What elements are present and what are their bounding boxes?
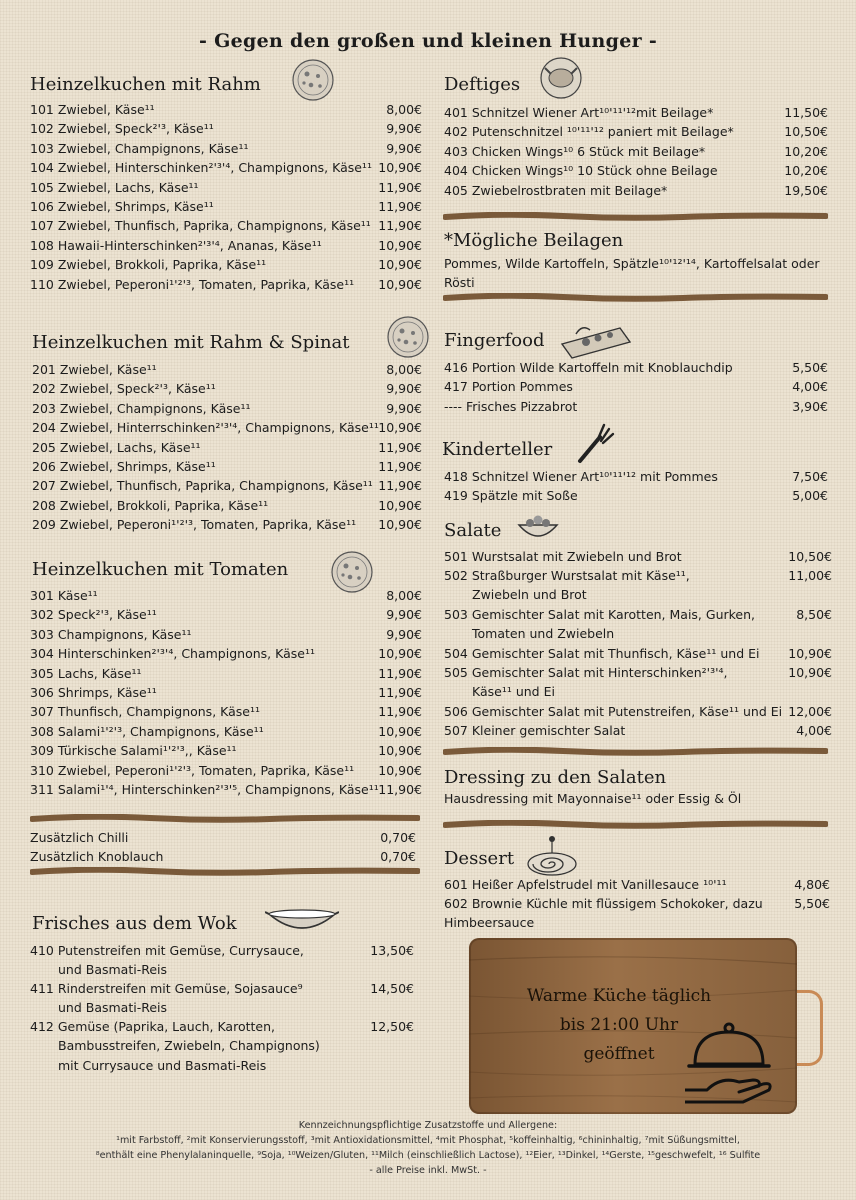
wok-pan-icon [265,906,339,944]
menu-item-price: 3,90€ [792,398,828,414]
menu-item-price: 4,00€ [796,723,832,738]
menu-item-line: 411 Rinderstreifen mit Gemüse, Sojasauce⁹ [30,981,303,996]
menu-item-price: 10,90€ [378,723,422,739]
menu-item-price: 10,90€ [378,237,422,253]
menu-item-text [444,702,782,721]
menu-item [30,275,422,294]
menu-item-text: Zusätzlich Knoblauch [30,849,164,865]
menu-item-text: 309 Türkische Salami¹'²'³,, Käse¹¹ [30,743,237,759]
menu-item [30,197,422,216]
menu-item-text: 405 Zwiebelrostbraten mit Beilage* [444,182,668,198]
menu-item-text: 302 Speck²'³, Käse¹¹ [30,607,157,623]
menu-item [30,178,422,197]
menu-item-text: 207 Zwiebel, Thunfisch, Paprika, Champignons, Käse¹¹ [32,478,373,494]
menu-item-text: 310 Zwiebel, Peperoni¹'²'³, Tomaten, Paprika, Käse¹¹ [30,762,355,778]
menu-item-text [444,605,755,644]
menu-item [30,586,422,605]
menu-item-price: 11,90€ [378,478,422,494]
menu-item-price: 10,90€ [378,762,422,778]
menu-item-text: 401 Schnitzel Wiener Art¹⁰'¹¹'¹²mit Beilage* [444,105,714,120]
menu-item-price: 11,90€ [378,179,422,195]
menu-item-price: 11,90€ [378,704,422,720]
menu-item-text: 205 Zwiebel, Lachs, Käse¹¹ [32,439,201,455]
menu-item-price: 9,90€ [386,121,422,137]
menu-item [444,161,828,180]
divider-brush [30,867,420,877]
menu-item-text: 102 Zwiebel, Speck²'³, Käse¹¹ [30,121,214,137]
menu-item-price: 5,50€ [794,896,830,911]
menu-item-text [444,875,727,894]
section-title-salate: Salate [444,520,502,541]
menu-item-text: 304 Hinterschinken²'³'⁴, Champignons, Käse¹¹ [30,646,315,662]
menu-item-text: 307 Thunfisch, Champignons, Käse¹¹ [30,704,261,720]
divider-brush [443,747,828,757]
menu-item-text: ---- Frisches Pizzabrot [444,398,578,414]
menu-item-text: 104 Zwiebel, Hinterschinken²'³'⁴, Champignons, Käse¹¹ [30,160,372,176]
opening-hours-board [469,938,797,1114]
menu-item-price: 11,90€ [378,459,422,474]
menu-item-price: 11,00€ [788,568,832,583]
menu-item-line: 504 Gemischter Salat mit Thunfisch, Käse¹¹ und Ei [444,646,760,661]
section-title-wok: Frisches aus dem Wok [32,913,237,934]
menu-item-line: mit Currysauce und Basmati-Reis [58,1057,267,1073]
menu-item-price: 10,90€ [378,517,422,533]
section-title-fingerfood: Fingerfood [444,330,545,351]
footer-heading: Kennzeichnungspflichtige Zusatzstoffe und Allergene: [298,1120,558,1131]
menu-item [30,828,416,847]
pizza-icon [386,315,430,363]
menu-item [32,476,422,495]
menu-item-text: 311 Salami¹'⁴, Hinterschinken²'³'⁵, Champignons, Käse¹¹ [30,782,379,797]
menu-item [30,741,422,760]
menu-item-price: 5,00€ [792,488,828,504]
menu-item-line: 412 Gemüse (Paprika, Lauch, Karotten, [30,1019,275,1034]
menu-item [444,122,828,141]
menu-item-text: 204 Zwiebel, Hinterrschinken²'³'⁴, Champignons, Käse¹¹ [32,420,379,436]
menu-item [30,255,422,274]
menu-item-text: 209 Zwiebel, Peperoni¹'²'³, Tomaten, Paprika, Käse¹¹ [32,517,357,533]
menu-item-price: 9,90€ [386,381,422,397]
pizza-icon [291,58,335,106]
menu-item [444,377,828,396]
menu-item-price: 4,80€ [794,877,830,892]
menu-item-price: 10,50€ [784,124,828,140]
menu-item-text: 202 Zwiebel, Speck²'³, Käse¹¹ [32,381,216,397]
menu-item-text [444,894,763,933]
menu-item-price: 8,00€ [386,362,422,377]
menu-item-text: 103 Zwiebel, Champignons, Käse¹¹ [30,140,249,156]
salad-bowl-icon [516,513,560,547]
menu-item-price: 8,00€ [386,102,422,117]
menu-item-price: 8,50€ [796,607,832,622]
menu-item [30,780,422,799]
menu-item-line: 602 Brownie Küchle mit flüssigem Schokoker, dazu [444,896,763,911]
footer-allergens-1: ¹mit Farbstoff, ²mit Konservierungsstoff, ³mit Antioxidationsmittel, ⁴mit Phosphat, ⁵koffeinhaltig, ⁶chininhaltig, ⁷mit Süßungsmittel, [116,1135,740,1146]
menu-item [32,457,422,476]
menu-item [32,379,422,398]
menu-item [32,496,422,515]
menu-item-price: 10,50€ [788,549,832,564]
beilagen-text: Pommes, Wilde Kartoffeln, Spätzle¹⁰'¹²'¹⁴, Kartoffelsalat oder Rösti [444,256,820,291]
menu-item-price: 7,50€ [792,469,828,484]
menu-item-price: 11,90€ [378,218,422,234]
menu-item-text [444,721,625,740]
section-title-deftiges: Deftiges [444,74,521,95]
menu-item [32,515,422,534]
section-title-dressing: Dressing zu den Salaten [444,767,667,788]
menu-item [30,702,422,721]
menu-item-price: 13,50€ [370,943,414,958]
footer-vat-note: - alle Preise inkl. MwSt. - [369,1165,487,1176]
menu-item-text: 308 Salami¹'²'³, Champignons, Käse¹¹ [30,723,264,739]
menu-item-price: 11,90€ [378,782,422,797]
menu-item [30,664,422,683]
divider-brush [443,212,828,222]
menu-item-price: 10,20€ [784,163,828,179]
menu-item-text: 203 Zwiebel, Champignons, Käse¹¹ [32,400,251,416]
menu-item-line: 507 Kleiner gemischter Salat [444,723,626,738]
menu-item-price: 10,90€ [378,160,422,176]
menu-item [444,486,828,505]
section-title-spinat: Heinzelkuchen mit Rahm & Spinat [32,332,350,353]
section-title-tomaten: Heinzelkuchen mit Tomaten [32,559,289,580]
menu-item [30,644,422,663]
menu-item-price: 10,90€ [788,646,832,661]
menu-item-price: 10,90€ [378,743,422,759]
menu-item-price: 11,90€ [378,199,422,214]
menu-item [444,397,828,416]
menu-item-line: 601 Heißer Apfelstrudel mit Vanillesauce ¹⁰'¹¹ [444,877,727,892]
menu-item-price: 10,90€ [378,276,422,292]
menu-item-line: und Basmati-Reis [58,1000,168,1016]
menu-item [32,418,422,437]
menu-item-text: 419 Spätzle mit Soße [444,488,578,504]
menu-item [30,722,422,741]
menu-item [444,358,828,377]
menu-item-text [30,941,304,980]
menu-item-line: 502 Straßburger Wurstsalat mit Käse¹¹, [444,568,690,583]
menu-item-text: 418 Schnitzel Wiener Art¹⁰'¹¹'¹² mit Pommes [444,469,718,484]
menu-item-price: 12,00€ [788,704,832,719]
menu-item [30,100,422,119]
menu-item-price: 9,90€ [386,626,422,642]
section-title-kinder: Kinderteller [442,439,553,460]
menu-item-line: 503 Gemischter Salat mit Karotten, Mais, Gurken, [444,607,756,622]
menu-item [30,683,422,702]
menu-item-price: 9,90€ [386,400,422,416]
menu-item-line: Zwiebeln und Brot [472,587,587,603]
menu-item-line: Käse¹¹ und Ei [472,684,555,700]
menu-item-price: 12,50€ [370,1019,414,1034]
menu-item-line: Tomaten und Zwiebeln [472,626,615,642]
divider-brush [443,820,828,830]
menu-item [30,139,422,158]
menu-item [30,847,416,866]
menu-item-text: 109 Zwiebel, Brokkoli, Paprika, Käse¹¹ [30,257,267,273]
menu-item [30,605,422,624]
menu-title: - Gegen den großen und kleinen Hunger - [198,30,658,52]
section-title-beilagen: *Mögliche Beilagen [444,230,624,251]
menu-item-price: 10,90€ [378,420,422,436]
menu-item-text [444,547,682,566]
menu-item-line: Himbeersauce [444,915,535,931]
menu-item [30,625,422,644]
menu-item-price: 0,70€ [380,849,416,865]
menu-item-text: Zusätzlich Chilli [30,830,129,845]
menu-item-price: 9,90€ [386,140,422,156]
menu-item-text: 305 Lachs, Käse¹¹ [30,665,142,681]
menu-item-price: 11,50€ [784,105,828,120]
menu-item-text: 206 Zwiebel, Shrimps, Käse¹¹ [32,459,216,474]
menu-item [30,236,422,255]
menu-item-text: 303 Champignons, Käse¹¹ [30,626,192,642]
menu-item [32,360,422,379]
menu-item-text [444,644,760,663]
menu-item-text: 403 Chicken Wings¹⁰ 6 Stück mit Beilage* [444,143,706,159]
menu-item-price: 8,00€ [386,588,422,603]
allergen-footer [60,1118,796,1178]
menu-item [444,142,828,161]
menu-item [32,399,422,418]
menu-item-text: 110 Zwiebel, Peperoni¹'²'³, Tomaten, Paprika, Käse¹¹ [30,276,355,292]
menu-item-text: 416 Portion Wilde Kartoffeln mit Knoblauchdip [444,360,733,375]
menu-item-text: 404 Chicken Wings¹⁰ 10 Stück ohne Beilage [444,163,718,179]
menu-item-text: 301 Käse¹¹ [30,588,98,603]
menu-item-line: und Basmati-Reis [58,962,168,978]
divider-brush [30,814,420,824]
opening-hours-line1: Warme Küche täglich [526,986,712,1006]
menu-item-text: 107 Zwiebel, Thunfisch, Paprika, Champignons, Käse¹¹ [30,218,371,234]
menu-item-price: 19,50€ [784,182,828,198]
menu-item-text: 201 Zwiebel, Käse¹¹ [32,362,157,377]
menu-item-text [444,566,690,605]
menu-item [32,438,422,457]
menu-item-text [444,663,728,702]
menu-item-price: 10,90€ [378,646,422,662]
menu-item [30,158,422,177]
menu-item-price: 10,20€ [784,143,828,159]
menu-item [444,467,828,486]
menu-item-line: 505 Gemischter Salat mit Hinterschinken²'³'⁴, [444,665,728,680]
menu-item-text: 105 Zwiebel, Lachs, Käse¹¹ [30,179,199,195]
menu-item-text: 101 Zwiebel, Käse¹¹ [30,102,155,117]
menu-item-line: 506 Gemischter Salat mit Putenstreifen, Käse¹¹ und Ei [444,704,783,719]
menu-item-text: 306 Shrimps, Käse¹¹ [30,685,157,700]
section-title-dessert: Dessert [444,848,515,869]
menu-item-price: 9,90€ [386,607,422,623]
menu-item-price: 10,90€ [378,257,422,273]
fork-icon [574,421,616,469]
menu-item-text: 417 Portion Pommes [444,379,573,395]
menu-item [30,119,422,138]
section-title-rahm: Heinzelkuchen mit Rahm [30,74,261,95]
dressing-text: Hausdressing mit Mayonnaise¹¹ oder Essig & Öl [444,791,742,806]
menu-item-price: 14,50€ [370,981,414,996]
menu-item [444,103,828,122]
menu-item-price: 11,90€ [378,665,422,681]
menu-item-text: 108 Hawaii-Hinterschinken²'³'⁴, Ananas, Käse¹¹ [30,237,322,253]
menu-item-price: 5,50€ [792,360,828,375]
footer-allergens-2: ⁸enthält eine Phenylalaninquelle, ⁹Soja, ¹⁰Weizen/Gluten, ¹¹Milch (einschließlich Lactose), ¹²Eier, ¹³Dinkel, ¹⁴Gerste, ¹⁵geschwefelt, ¹⁶ Sulfite [95,1150,761,1161]
menu-item-text [30,1017,320,1075]
roast-chicken-icon [537,56,585,104]
menu-item [444,181,828,200]
menu-item-price: 11,90€ [378,439,422,455]
opening-hours-line3: geöffnet [583,1044,655,1064]
menu-item-line: 410 Putenstreifen mit Gemüse, Currysauce, [30,943,304,958]
menu-item-text: 106 Zwiebel, Shrimps, Käse¹¹ [30,199,214,214]
opening-hours-line2: bis 21:00 Uhr [559,1015,679,1035]
menu-item-price: 0,70€ [380,830,416,845]
serving-cloche-icon [681,1020,777,1108]
menu-item-price: 4,00€ [792,379,828,395]
menu-item-line: Bambusstreifen, Zwiebeln, Champignons) [58,1038,320,1054]
menu-item-price: 10,90€ [788,665,832,680]
divider-brush [443,293,828,303]
menu-item-line: 501 Wurstsalat mit Zwiebeln und Brot [444,549,682,564]
menu-item-text: 402 Putenschnitzel ¹⁰'¹¹'¹² paniert mit Beilage* [444,124,734,140]
menu-item [30,216,422,235]
menu-item-price: 11,90€ [378,685,422,700]
menu-item [30,761,422,780]
menu-item-price: 10,90€ [378,497,422,513]
menu-item-text: 208 Zwiebel, Brokkoli, Paprika, Käse¹¹ [32,497,269,513]
menu-item-text [30,979,303,1018]
